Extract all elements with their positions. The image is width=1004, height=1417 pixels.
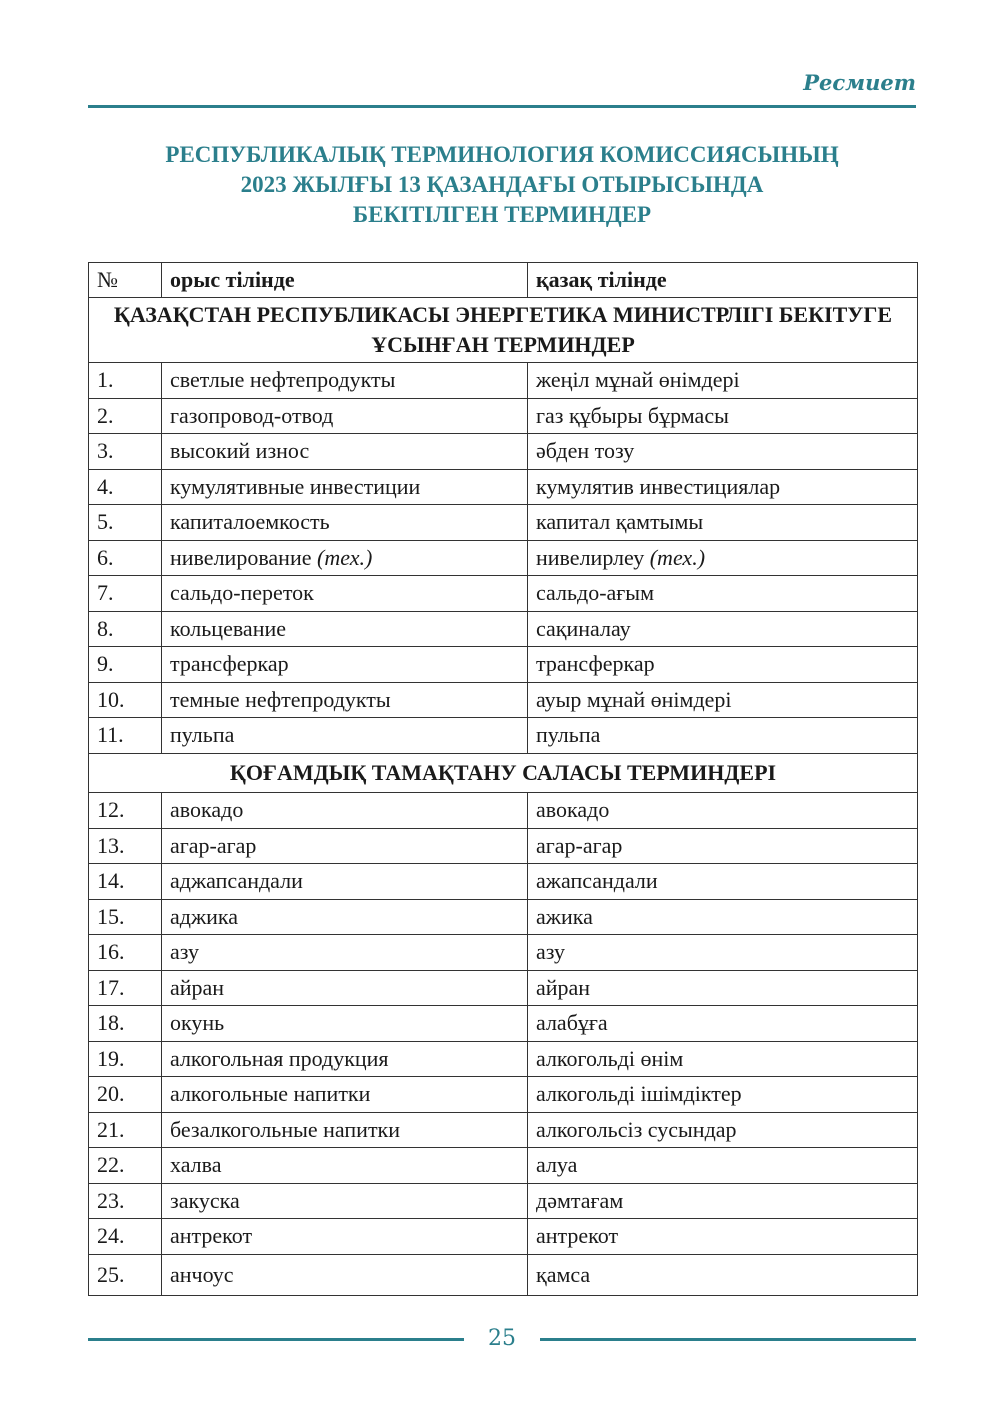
row-number: 21. — [89, 1112, 162, 1148]
russian-term-cell — [162, 540, 528, 576]
section-row — [89, 298, 918, 363]
table-row — [89, 1077, 918, 1113]
kazakh-term-cell — [528, 1219, 918, 1255]
kazakh-term-cell — [528, 398, 918, 434]
page-title-line-2: 2023 ЖЫЛҒЫ 13 ҚАЗАНДАҒЫ ОТЫРЫСЫНДА — [240, 172, 764, 197]
russian-term: сальдо-переток — [170, 580, 314, 606]
russian-term: темные нефтепродукты — [170, 686, 391, 712]
russian-term: пульпа — [170, 722, 235, 748]
russian-term: азу — [170, 939, 199, 965]
russian-term-cell — [162, 864, 528, 900]
kazakh-term: ауыр мұнай өнімдері — [536, 686, 732, 712]
russian-term-cell — [162, 970, 528, 1006]
kazakh-term: трансферкар — [536, 651, 655, 677]
kazakh-term-cell — [528, 899, 918, 935]
russian-term-cell — [162, 576, 528, 612]
table-row — [89, 434, 918, 470]
kazakh-term: авокадо — [536, 797, 610, 823]
kazakh-term-cell — [528, 1183, 918, 1219]
kazakh-term: сальдо-ағым — [536, 580, 655, 606]
row-number: 23. — [89, 1183, 162, 1219]
russian-term-cell — [162, 1183, 528, 1219]
table-row — [89, 505, 918, 541]
kazakh-term: қамса — [536, 1261, 591, 1287]
kazakh-term: айран — [536, 974, 591, 1000]
russian-term-cell — [162, 398, 528, 434]
kazakh-term-cell — [528, 1006, 918, 1042]
kazakh-term-cell — [528, 864, 918, 900]
table-header-row — [89, 263, 918, 298]
russian-term-cell — [162, 1077, 528, 1113]
russian-term-cell — [162, 363, 528, 399]
kazakh-term-cell — [528, 1077, 918, 1113]
row-number: 2. — [89, 398, 162, 434]
row-number: 18. — [89, 1006, 162, 1042]
row-number: 25. — [89, 1254, 162, 1295]
russian-term-cell — [162, 899, 528, 935]
kazakh-term: газ құбыры бұрмасы — [536, 402, 729, 428]
kazakh-term-cell — [528, 828, 918, 864]
russian-term: кумулятивные инвестиции — [170, 473, 421, 499]
terms-table — [88, 262, 918, 1296]
kazakh-term-cell — [528, 1148, 918, 1184]
kazakh-term-cell — [528, 793, 918, 829]
russian-term: капиталоемкость — [170, 509, 330, 535]
kazakh-term: алкогольді ішімдіктер — [536, 1081, 742, 1107]
russian-term-cell — [162, 828, 528, 864]
footer-rule-left — [88, 1338, 464, 1341]
russian-term: алкогольные напитки — [170, 1081, 371, 1107]
table-row — [89, 540, 918, 576]
row-number: 17. — [89, 970, 162, 1006]
table-row — [89, 576, 918, 612]
kazakh-term: нивелирлеу — [536, 544, 645, 570]
kazakh-term-cell — [528, 434, 918, 470]
russian-term: аджапсандали — [170, 868, 303, 894]
russian-term: газопровод-отвод — [170, 402, 334, 428]
table-row — [89, 1219, 918, 1255]
russian-term-cell — [162, 793, 528, 829]
kazakh-term: капитал қамтымы — [536, 509, 704, 535]
russian-term: агар-агар — [170, 832, 257, 858]
row-number: 10. — [89, 682, 162, 718]
row-number: 13. — [89, 828, 162, 864]
table-row — [89, 1254, 918, 1295]
row-number: 4. — [89, 469, 162, 505]
russian-term-cell — [162, 1041, 528, 1077]
kazakh-term-cell — [528, 1254, 918, 1295]
column-header-kazakh: қазақ тілінде — [528, 263, 918, 298]
table-row — [89, 864, 918, 900]
table-row — [89, 1112, 918, 1148]
kazakh-term-cell — [528, 363, 918, 399]
russian-term-cell — [162, 434, 528, 470]
kazakh-term: азу — [536, 939, 565, 965]
kazakh-term: алкогольді өнім — [536, 1045, 684, 1071]
table-row — [89, 828, 918, 864]
row-number: 9. — [89, 647, 162, 683]
term-note: (тех.) — [649, 544, 706, 570]
kazakh-term: сақиналау — [536, 615, 631, 641]
russian-term-cell — [162, 505, 528, 541]
kazakh-term-cell — [528, 469, 918, 505]
row-number: 1. — [89, 363, 162, 399]
kazakh-term-cell — [528, 576, 918, 612]
kazakh-term-cell — [528, 505, 918, 541]
russian-term: кольцевание — [170, 615, 287, 641]
kazakh-term-cell — [528, 682, 918, 718]
russian-term: авокадо — [170, 797, 244, 823]
table-row — [89, 899, 918, 935]
russian-term: айран — [170, 974, 225, 1000]
russian-term: алкогольная продукция — [170, 1045, 389, 1071]
kazakh-term: антрекот — [536, 1223, 619, 1249]
table-row — [89, 398, 918, 434]
kazakh-term-cell — [528, 611, 918, 647]
kazakh-term: ажика — [536, 903, 593, 929]
kazakh-term: дәмтағам — [536, 1187, 624, 1213]
table-row — [89, 793, 918, 829]
table-row — [89, 1148, 918, 1184]
kazakh-term: кумулятив инвестициялар — [536, 473, 781, 499]
kazakh-term: алкогольсіз сусындар — [536, 1116, 737, 1142]
column-header-number: № — [89, 263, 162, 298]
kazakh-term-cell — [528, 540, 918, 576]
kazakh-term-cell — [528, 647, 918, 683]
kazakh-term: ажапсандали — [536, 868, 658, 894]
russian-term: анчоус — [170, 1261, 234, 1287]
russian-term-cell — [162, 647, 528, 683]
page-number: 25 — [488, 1326, 516, 1351]
table-row — [89, 1041, 918, 1077]
table-row — [89, 1183, 918, 1219]
row-number: 5. — [89, 505, 162, 541]
page-title — [88, 140, 916, 230]
russian-term: окунь — [170, 1010, 225, 1036]
russian-term: нивелирование — [170, 544, 312, 570]
running-title: Ресмиет — [803, 70, 916, 95]
row-number: 8. — [89, 611, 162, 647]
column-header-russian: орыс тілінде — [162, 263, 528, 298]
page-title-line-1: РЕСПУБЛИКАЛЫҚ ТЕРМИНОЛОГИЯ КОМИССИЯСЫНЫҢ — [165, 142, 839, 167]
row-number: 11. — [89, 718, 162, 754]
russian-term: светлые нефтепродукты — [170, 367, 396, 393]
russian-term: высокий износ — [170, 438, 310, 464]
russian-term-cell — [162, 1254, 528, 1295]
russian-term-cell — [162, 1006, 528, 1042]
russian-term: антрекот — [170, 1223, 253, 1249]
row-number: 3. — [89, 434, 162, 470]
kazakh-term: жеңіл мұнай өнімдері — [536, 367, 740, 393]
table-row — [89, 647, 918, 683]
term-note: (тех.) — [317, 544, 373, 570]
table-row — [89, 469, 918, 505]
terms-table-body — [89, 298, 918, 1296]
table-row — [89, 970, 918, 1006]
kazakh-term: алуа — [536, 1152, 578, 1178]
row-number: 14. — [89, 864, 162, 900]
russian-term: закуска — [170, 1187, 240, 1213]
kazakh-term-cell — [528, 718, 918, 754]
row-number: 6. — [89, 540, 162, 576]
russian-term: аджика — [170, 903, 239, 929]
russian-term-cell — [162, 718, 528, 754]
row-number: 15. — [89, 899, 162, 935]
russian-term-cell — [162, 1112, 528, 1148]
table-row — [89, 1006, 918, 1042]
kazakh-term: алабұға — [536, 1010, 608, 1036]
kazakh-term-cell — [528, 1112, 918, 1148]
table-row — [89, 718, 918, 754]
russian-term-cell — [162, 1148, 528, 1184]
section-title: ҚОҒАМДЫҚ ТАМАҚТАНУ САЛАСЫ ТЕРМИНДЕРІ — [89, 753, 918, 793]
section-row — [89, 753, 918, 793]
table-row — [89, 611, 918, 647]
page-title-line-3: БЕКІТІЛГЕН ТЕРМИНДЕР — [352, 202, 652, 227]
kazakh-term: әбден тозу — [536, 438, 635, 464]
row-number: 22. — [89, 1148, 162, 1184]
section-title: ҚАЗАҚСТАН РЕСПУБЛИКАСЫ ЭНЕРГЕТИКА МИНИСТРЛІГІ БЕКІТУГЕ ҰСЫНҒАН ТЕРМИНДЕР — [89, 298, 918, 363]
russian-term: трансферкар — [170, 651, 289, 677]
row-number: 12. — [89, 793, 162, 829]
russian-term-cell — [162, 1219, 528, 1255]
russian-term-cell — [162, 611, 528, 647]
row-number: 20. — [89, 1077, 162, 1113]
kazakh-term-cell — [528, 935, 918, 971]
row-number: 19. — [89, 1041, 162, 1077]
header-rule — [88, 105, 916, 108]
row-number: 7. — [89, 576, 162, 612]
kazakh-term: пульпа — [536, 722, 601, 748]
russian-term-cell — [162, 469, 528, 505]
kazakh-term: агар-агар — [536, 832, 623, 858]
russian-term-cell — [162, 682, 528, 718]
table-row — [89, 935, 918, 971]
russian-term: безалкогольные напитки — [170, 1116, 401, 1142]
table-row — [89, 363, 918, 399]
footer-rule-right — [540, 1338, 916, 1341]
kazakh-term-cell — [528, 1041, 918, 1077]
russian-term-cell — [162, 935, 528, 971]
kazakh-term-cell — [528, 970, 918, 1006]
russian-term: халва — [170, 1152, 222, 1178]
table-row — [89, 682, 918, 718]
row-number: 24. — [89, 1219, 162, 1255]
row-number: 16. — [89, 935, 162, 971]
